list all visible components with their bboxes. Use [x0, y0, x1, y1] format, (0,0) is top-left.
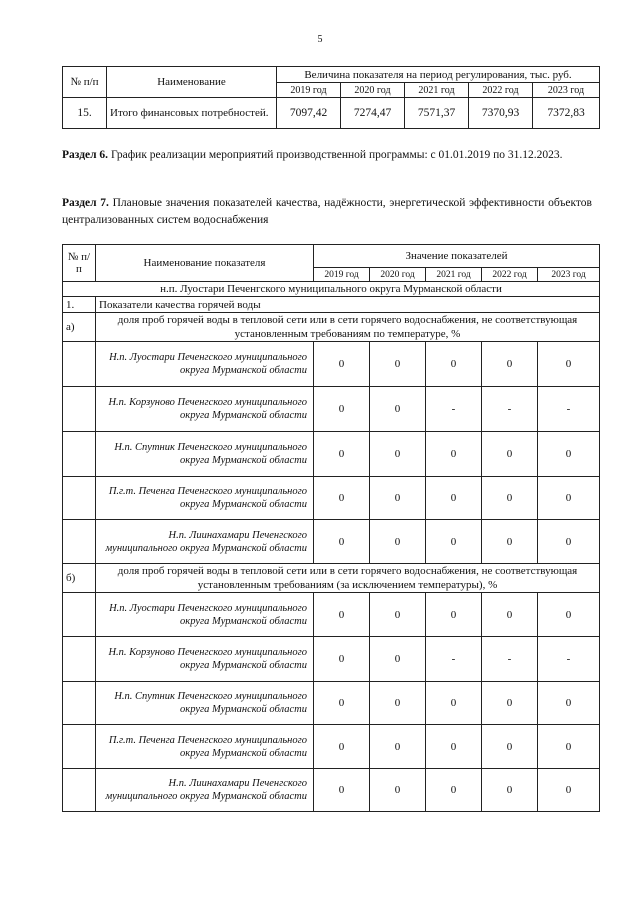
row-num: 15.: [63, 98, 107, 129]
indicator-value: 0: [482, 769, 538, 812]
table-row: [63, 637, 600, 682]
indicator-value: 0: [482, 725, 538, 769]
location-name: Н.п. Корзуново Печенгского муниципального округа Мурманской области: [96, 387, 314, 432]
indicator-value: 0: [314, 520, 370, 564]
col-value-header: Значение показателей: [314, 245, 600, 268]
indicator-value: 0: [314, 637, 370, 682]
indicator-value: 0: [370, 342, 426, 387]
year-header: 2021 год: [426, 268, 482, 282]
indicator-value: 0: [482, 477, 538, 520]
table-row: [63, 682, 600, 725]
table-row: [63, 593, 600, 637]
location-name: Н.п. Спутник Печенгского муниципального округа Мурманской области: [96, 432, 314, 477]
indicator-value: 0: [370, 637, 426, 682]
year-header: 2023 год: [533, 83, 600, 98]
location-name: Н.п. Лиинахамари Печенгского муниципального округа Мурманской области: [96, 520, 314, 564]
indicator-value: 0: [426, 769, 482, 812]
indicator-value: -: [426, 637, 482, 682]
indicator-value: 0: [314, 387, 370, 432]
year-header: 2019 год: [277, 83, 341, 98]
indicator-value: -: [482, 637, 538, 682]
row-num-empty: [63, 682, 96, 725]
row-num-empty: [63, 593, 96, 637]
year-header: 2023 год: [538, 268, 600, 282]
region-title: н.п. Луостари Печенгского муниципального округа Мурманской области: [63, 282, 600, 297]
indicator-value: 0: [482, 682, 538, 725]
indicator-value: 0: [482, 593, 538, 637]
location-name: П.г.т. Печенга Печенгского муниципального округа Мурманской области: [96, 477, 314, 520]
indicator-value: 0: [426, 725, 482, 769]
indicator-header-row: [63, 564, 600, 593]
year-header: 2022 год: [482, 268, 538, 282]
indicator-header-row: [63, 313, 600, 342]
row-num-empty: [63, 342, 96, 387]
indicator-value: 0: [538, 769, 600, 812]
section-7-label: Раздел 7.: [62, 197, 109, 209]
location-name: Н.п. Луостари Печенгского муниципального округа Мурманской области: [96, 342, 314, 387]
group-num: 1.: [63, 297, 96, 313]
col-value-header: Величина показателя на период регулирования, тыс. руб.: [277, 67, 600, 83]
row-value: 7097,42: [277, 98, 341, 129]
table-row: [63, 520, 600, 564]
table-row: [63, 387, 600, 432]
section-6-text: График реализации мероприятий производственной программы: с 01.01.2019 по 31.12.2023.: [110, 149, 563, 161]
quality-indicators-table: [62, 244, 600, 812]
row-value: 7571,37: [405, 98, 469, 129]
row-num-empty: [63, 637, 96, 682]
indicator-value: 0: [314, 432, 370, 477]
indicator-value: 0: [314, 477, 370, 520]
indicator-value: 0: [426, 432, 482, 477]
col-name-header: Наименование: [107, 67, 277, 98]
row-num-empty: [63, 387, 96, 432]
indicator-num: а): [63, 313, 96, 342]
row-num-empty: [63, 432, 96, 477]
indicator-value: 0: [482, 432, 538, 477]
table-row: [63, 769, 600, 812]
indicator-value: 0: [482, 520, 538, 564]
indicator-value: 0: [314, 593, 370, 637]
page-number: 5: [317, 34, 323, 45]
indicator-value: 0: [538, 342, 600, 387]
indicator-value: 0: [370, 477, 426, 520]
location-name: П.г.т. Печенга Печенгского муниципального округа Мурманской области: [96, 725, 314, 769]
row-value: 7372,83: [533, 98, 600, 129]
indicator-value: 0: [370, 432, 426, 477]
col-name-header: Наименование показателя: [96, 245, 314, 282]
indicator-value: 0: [426, 520, 482, 564]
indicator-value: 0: [370, 387, 426, 432]
indicator-value: -: [538, 387, 600, 432]
indicator-value: 0: [370, 520, 426, 564]
col-num-header: № п/п: [63, 245, 96, 282]
year-header: 2021 год: [405, 83, 469, 98]
indicator-num: б): [63, 564, 96, 593]
location-name: Н.п. Луостари Печенгского муниципального округа Мурманской области: [96, 593, 314, 637]
indicator-title: доля проб горячей воды в тепловой сети или в сети горячего водоснабжения, не соответствующая установленным требованиям по температуре, %: [96, 313, 600, 342]
indicator-value: 0: [426, 593, 482, 637]
row-value: 7274,47: [341, 98, 405, 129]
section-6-paragraph: [62, 147, 592, 164]
indicator-value: -: [538, 637, 600, 682]
indicator-value: 0: [314, 342, 370, 387]
group-title: Показатели качества горячей воды: [96, 297, 600, 313]
row-num-empty: [63, 769, 96, 812]
table-row: [63, 725, 600, 769]
financial-needs-table: [62, 66, 600, 129]
indicator-value: 0: [370, 593, 426, 637]
indicator-value: 0: [538, 477, 600, 520]
row-name: Итого финансовых потребностей.: [107, 98, 277, 129]
table-row: [63, 477, 600, 520]
table-row: [63, 342, 600, 387]
indicator-value: 0: [538, 682, 600, 725]
indicator-value: 0: [482, 342, 538, 387]
row-num-empty: [63, 520, 96, 564]
indicator-value: 0: [538, 725, 600, 769]
indicator-value: 0: [370, 725, 426, 769]
year-header: 2019 год: [314, 268, 370, 282]
indicator-value: 0: [426, 477, 482, 520]
indicator-title: доля проб горячей воды в тепловой сети или в сети горячего водоснабжения, не соответствующая установленным требованиям (за исключением температуры), %: [96, 564, 600, 593]
indicator-value: 0: [370, 682, 426, 725]
indicator-value: 0: [538, 593, 600, 637]
year-header: 2020 год: [341, 83, 405, 98]
indicator-value: 0: [314, 725, 370, 769]
indicator-value: -: [482, 387, 538, 432]
year-header: 2020 год: [370, 268, 426, 282]
section-7-text: Плановые значения показателей качества, надёжности, энергетической эффективности объектов централизованных систем водоснабжения: [62, 197, 592, 226]
row-value: 7370,93: [469, 98, 533, 129]
section-7-paragraph: [62, 195, 592, 229]
year-header: 2022 год: [469, 83, 533, 98]
indicator-value: 0: [370, 769, 426, 812]
table-row: [63, 98, 600, 129]
row-num-empty: [63, 477, 96, 520]
location-name: Н.п. Лиинахамари Печенгского муниципального округа Мурманской области: [96, 769, 314, 812]
row-num-empty: [63, 725, 96, 769]
indicator-value: -: [426, 387, 482, 432]
indicator-value: 0: [538, 432, 600, 477]
indicator-value: 0: [314, 682, 370, 725]
indicator-value: 0: [426, 682, 482, 725]
location-name: Н.п. Спутник Печенгского муниципального округа Мурманской области: [96, 682, 314, 725]
indicator-value: 0: [426, 342, 482, 387]
location-name: Н.п. Корзуново Печенгского муниципального округа Мурманской области: [96, 637, 314, 682]
indicator-value: 0: [314, 769, 370, 812]
indicator-value: 0: [538, 520, 600, 564]
table-row: [63, 432, 600, 477]
col-num-header: № п/п: [63, 67, 107, 98]
section-6-label: Раздел 6.: [62, 149, 109, 161]
